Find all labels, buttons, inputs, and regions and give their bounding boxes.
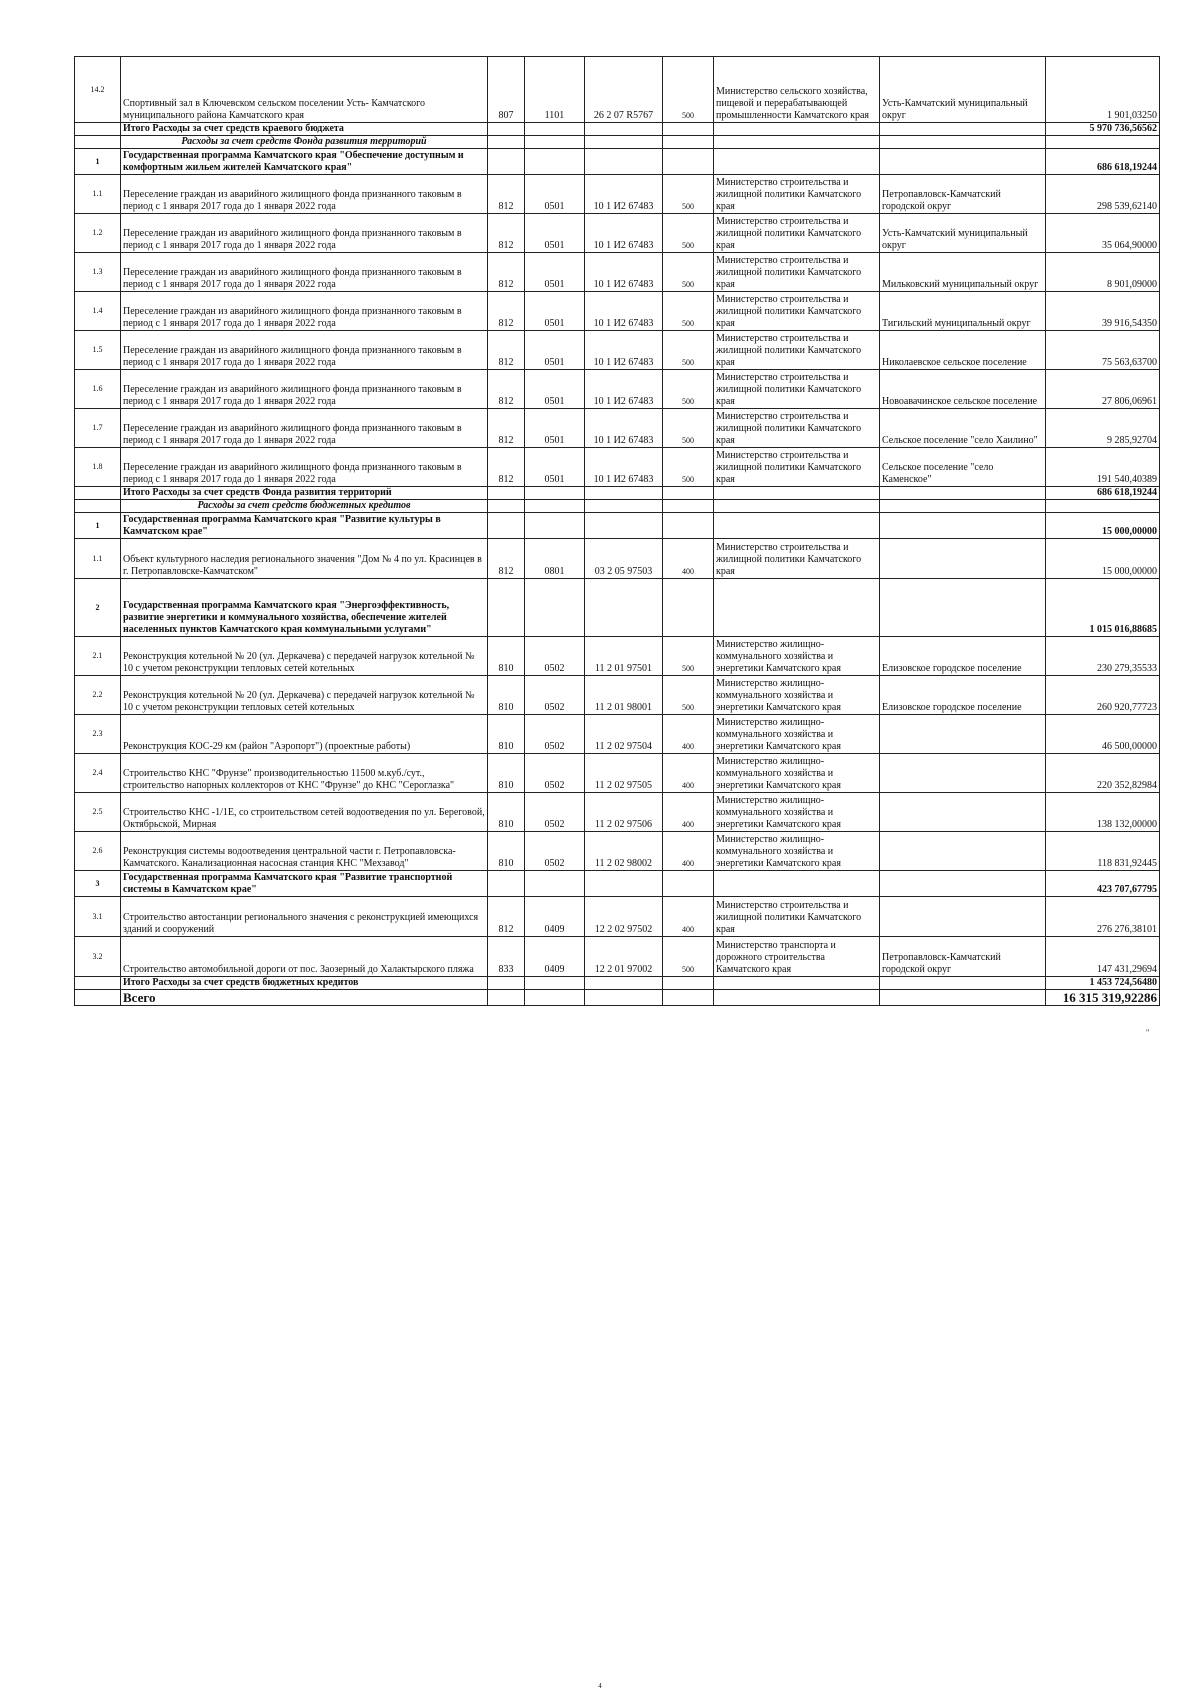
cell-grbs-code <box>488 136 525 149</box>
cell-grbs-code: 812 <box>488 175 525 214</box>
cell-grbs-code: 812 <box>488 539 525 579</box>
table-row <box>75 292 1160 331</box>
cell-name: Итого Расходы за счет средств краевого бюджета <box>121 123 488 136</box>
cell-administrator: Министерство строительства и жилищной политики Камчатского края <box>714 292 880 331</box>
cell-no: 2.3 <box>75 715 121 754</box>
cell-amount: 8 901,09000 <box>1046 253 1160 292</box>
cell-no: 1.8 <box>75 448 121 487</box>
cell-expense-type: 400 <box>663 539 714 579</box>
cell-grbs-code: 810 <box>488 832 525 871</box>
cell-municipality <box>880 149 1046 175</box>
cell-name: Реконструкция КОС-29 км (район "Аэропорт") (проектные работы) <box>121 715 488 754</box>
itog-row <box>75 123 1160 136</box>
cell-section: 0501 <box>525 370 585 409</box>
cell-amount: 35 064,90000 <box>1046 214 1160 253</box>
cell-name: Расходы за счет средств Фонда развития территорий <box>121 136 488 149</box>
cell-expense-type: 500 <box>663 331 714 370</box>
cell-section: 0501 <box>525 175 585 214</box>
cell-administrator: Министерство строительства и жилищной политики Камчатского края <box>714 175 880 214</box>
cell-grbs-code: 810 <box>488 637 525 676</box>
table-row <box>75 370 1160 409</box>
cell-amount <box>1046 500 1160 513</box>
cell-section <box>525 977 585 990</box>
cell-administrator <box>714 136 880 149</box>
cell-section: 0502 <box>525 637 585 676</box>
budget-table <box>74 56 1160 1006</box>
cell-no: 1.6 <box>75 370 121 409</box>
cell-grbs-code: 812 <box>488 370 525 409</box>
cell-no: 2.1 <box>75 637 121 676</box>
cell-name: Переселение граждан из аварийного жилищного фонда признанного таковым в период с 1 января 2017 года до 1 января 2022 года <box>121 175 488 214</box>
cell-municipality <box>880 990 1046 1006</box>
cell-administrator: Министерство строительства и жилищной политики Камчатского края <box>714 214 880 253</box>
program-row <box>75 871 1160 897</box>
cell-no <box>75 977 121 990</box>
cell-expense-type: 500 <box>663 448 714 487</box>
cell-section <box>525 871 585 897</box>
cell-no <box>75 136 121 149</box>
cell-target-article: 10 1 И2 67483 <box>585 175 663 214</box>
table-row <box>75 937 1160 977</box>
cell-administrator <box>714 149 880 175</box>
cell-no: 1.7 <box>75 409 121 448</box>
cell-target-article: 11 2 02 97504 <box>585 715 663 754</box>
cell-expense-type: 500 <box>663 937 714 977</box>
cell-expense-type: 500 <box>663 637 714 676</box>
cell-section <box>525 990 585 1006</box>
cell-no: 1 <box>75 513 121 539</box>
cell-expense-type: 400 <box>663 793 714 832</box>
cell-grbs-code: 812 <box>488 448 525 487</box>
page-number: 4 <box>598 1682 602 1690</box>
cell-target-article: 10 1 И2 67483 <box>585 370 663 409</box>
cell-amount: 1 015 016,88685 <box>1046 579 1160 637</box>
cell-no: 1.2 <box>75 214 121 253</box>
cell-municipality: Николаевское сельское поселение <box>880 331 1046 370</box>
cell-expense-type <box>663 871 714 897</box>
cell-amount: 1 453 724,56480 <box>1046 977 1160 990</box>
cell-name: Переселение граждан из аварийного жилищного фонда признанного таковым в период с 1 января 2017 года до 1 января 2022 года <box>121 370 488 409</box>
cell-name: Реконструкция котельной № 20 (ул. Деркачева) с передачей нагрузок котельной № 10 с учетом реконструкции тепловых сетей котельных <box>121 676 488 715</box>
cell-expense-type: 400 <box>663 715 714 754</box>
cell-amount: 423 707,67795 <box>1046 871 1160 897</box>
cell-grbs-code: 812 <box>488 409 525 448</box>
cell-amount: 276 276,38101 <box>1046 897 1160 937</box>
cell-amount: 39 916,54350 <box>1046 292 1160 331</box>
cell-no: 2.5 <box>75 793 121 832</box>
cell-target-article <box>585 500 663 513</box>
cell-target-article: 12 2 01 97002 <box>585 937 663 977</box>
cell-no: 3.1 <box>75 897 121 937</box>
cell-target-article: 10 1 И2 67483 <box>585 253 663 292</box>
cell-section: 0501 <box>525 253 585 292</box>
cell-administrator <box>714 123 880 136</box>
end-quote-mark: " <box>1146 1028 1150 1037</box>
cell-name: Строительство автостанции регионального значения с реконструкцией имеющихся зданий и сооружений <box>121 897 488 937</box>
program-row <box>75 149 1160 175</box>
cell-administrator <box>714 500 880 513</box>
cell-target-article: 10 1 И2 67483 <box>585 331 663 370</box>
cell-no <box>75 123 121 136</box>
cell-administrator: Министерство сельского хозяйства, пищевой и перерабатывающей промышленности Камчатского края <box>714 57 880 123</box>
cell-expense-type <box>663 149 714 175</box>
cell-amount: 260 920,77723 <box>1046 676 1160 715</box>
cell-amount: 686 618,19244 <box>1046 149 1160 175</box>
cell-grbs-code: 810 <box>488 676 525 715</box>
cell-name: Государственная программа Камчатского края "Развитие культуры в Камчатском крае" <box>121 513 488 539</box>
cell-name: Переселение граждан из аварийного жилищного фонда признанного таковым в период с 1 января 2017 года до 1 января 2022 года <box>121 409 488 448</box>
total-row <box>75 990 1160 1006</box>
cell-municipality <box>880 539 1046 579</box>
cell-administrator <box>714 990 880 1006</box>
cell-target-article: 11 2 02 97506 <box>585 793 663 832</box>
cell-target-article: 11 2 02 98002 <box>585 832 663 871</box>
cell-grbs-code <box>488 149 525 175</box>
cell-expense-type <box>663 513 714 539</box>
cell-section: 0502 <box>525 754 585 793</box>
cell-expense-type: 500 <box>663 370 714 409</box>
cell-grbs-code <box>488 487 525 500</box>
cell-no: 1 <box>75 149 121 175</box>
cell-no: 1.4 <box>75 292 121 331</box>
cell-amount: 75 563,63700 <box>1046 331 1160 370</box>
cell-name: Строительство автомобильной дороги от пос. Заозерный до Халактырского пляжа <box>121 937 488 977</box>
table-row <box>75 448 1160 487</box>
budget-table-body <box>75 57 1160 1006</box>
cell-amount: 1 901,03250 <box>1046 57 1160 123</box>
cell-administrator: Министерство строительства и жилищной политики Камчатского края <box>714 448 880 487</box>
cell-no: 14.2 <box>75 57 121 123</box>
cell-target-article: 10 1 И2 67483 <box>585 214 663 253</box>
cell-expense-type <box>663 977 714 990</box>
itog-row <box>75 487 1160 500</box>
cell-expense-type <box>663 500 714 513</box>
cell-target-article: 03 2 05 97503 <box>585 539 663 579</box>
cell-expense-type <box>663 579 714 637</box>
cell-amount: 230 279,35533 <box>1046 637 1160 676</box>
cell-section: 0501 <box>525 409 585 448</box>
table-row <box>75 409 1160 448</box>
cell-target-article <box>585 487 663 500</box>
cell-grbs-code: 810 <box>488 754 525 793</box>
cell-amount: 147 431,29694 <box>1046 937 1160 977</box>
cell-target-article <box>585 990 663 1006</box>
cell-municipality: Сельское поселение "село Каменское" <box>880 448 1046 487</box>
cell-name: Переселение граждан из аварийного жилищного фонда признанного таковым в период с 1 января 2017 года до 1 января 2022 года <box>121 214 488 253</box>
cell-name: Переселение граждан из аварийного жилищного фонда признанного таковым в период с 1 января 2017 года до 1 января 2022 года <box>121 331 488 370</box>
cell-administrator <box>714 487 880 500</box>
cell-amount: 46 500,00000 <box>1046 715 1160 754</box>
cell-amount: 27 806,06961 <box>1046 370 1160 409</box>
cell-grbs-code: 812 <box>488 214 525 253</box>
cell-expense-type: 400 <box>663 754 714 793</box>
cell-section <box>525 579 585 637</box>
cell-target-article <box>585 136 663 149</box>
itog-row <box>75 977 1160 990</box>
table-row <box>75 539 1160 579</box>
cell-grbs-code: 812 <box>488 897 525 937</box>
cell-expense-type <box>663 990 714 1006</box>
cell-grbs-code <box>488 123 525 136</box>
cell-section <box>525 123 585 136</box>
cell-section: 0502 <box>525 832 585 871</box>
cell-grbs-code <box>488 977 525 990</box>
cell-target-article: 10 1 И2 67483 <box>585 409 663 448</box>
program-row <box>75 513 1160 539</box>
cell-municipality: Елизовское городское поселение <box>880 676 1046 715</box>
cell-amount: 5 970 736,56562 <box>1046 123 1160 136</box>
cell-amount: 9 285,92704 <box>1046 409 1160 448</box>
cell-administrator: Министерство строительства и жилищной политики Камчатского края <box>714 409 880 448</box>
cell-amount: 118 831,92445 <box>1046 832 1160 871</box>
cell-name: Реконструкция системы водоотведения центральной части г. Петропавловска-Камчатского. Канализационная насосная станция КНС "Мехзавод" <box>121 832 488 871</box>
cell-expense-type: 500 <box>663 409 714 448</box>
program-row <box>75 579 1160 637</box>
cell-target-article <box>585 513 663 539</box>
cell-amount <box>1046 136 1160 149</box>
cell-name: Государственная программа Камчатского края "Развитие транспортной системы в Камчатском крае" <box>121 871 488 897</box>
cell-municipality <box>880 123 1046 136</box>
cell-expense-type: 500 <box>663 57 714 123</box>
cell-municipality: Сельское поселение "село Хаилино" <box>880 409 1046 448</box>
cell-municipality <box>880 500 1046 513</box>
cell-target-article <box>585 579 663 637</box>
cell-section: 0501 <box>525 331 585 370</box>
cell-grbs-code: 810 <box>488 715 525 754</box>
cell-grbs-code: 833 <box>488 937 525 977</box>
cell-section: 0801 <box>525 539 585 579</box>
cell-amount: 220 352,82984 <box>1046 754 1160 793</box>
cell-name: Переселение граждан из аварийного жилищного фонда признанного таковым в период с 1 января 2017 года до 1 января 2022 года <box>121 292 488 331</box>
cell-name: Всего <box>121 990 488 1006</box>
cell-municipality <box>880 793 1046 832</box>
cell-municipality <box>880 715 1046 754</box>
cell-target-article: 12 2 02 97502 <box>585 897 663 937</box>
cell-expense-type <box>663 487 714 500</box>
cell-amount: 298 539,62140 <box>1046 175 1160 214</box>
cell-municipality <box>880 487 1046 500</box>
cell-municipality <box>880 977 1046 990</box>
cell-grbs-code <box>488 513 525 539</box>
cell-name: Расходы за счет средств бюджетных кредитов <box>121 500 488 513</box>
table-row <box>75 637 1160 676</box>
cell-section <box>525 500 585 513</box>
cell-no: 2 <box>75 579 121 637</box>
cell-administrator: Министерство транспорта и дорожного строительства Камчатского края <box>714 937 880 977</box>
cell-target-article <box>585 977 663 990</box>
cell-name: Итого Расходы за счет средств бюджетных кредитов <box>121 977 488 990</box>
cell-municipality <box>880 897 1046 937</box>
cell-grbs-code: 812 <box>488 292 525 331</box>
cell-administrator: Министерство строительства и жилищной политики Камчатского края <box>714 897 880 937</box>
cell-expense-type: 400 <box>663 832 714 871</box>
cell-amount: 686 618,19244 <box>1046 487 1160 500</box>
cell-municipality <box>880 871 1046 897</box>
table-row <box>75 253 1160 292</box>
cell-administrator <box>714 513 880 539</box>
cell-grbs-code: 807 <box>488 57 525 123</box>
cell-no: 2.4 <box>75 754 121 793</box>
cell-grbs-code <box>488 579 525 637</box>
cell-administrator: Министерство жилищно-коммунального хозяйства и энергетики Камчатского края <box>714 793 880 832</box>
cell-amount: 15 000,00000 <box>1046 539 1160 579</box>
cell-expense-type: 500 <box>663 175 714 214</box>
cell-administrator: Министерство жилищно-коммунального хозяйства и энергетики Камчатского края <box>714 715 880 754</box>
cell-section: 0502 <box>525 793 585 832</box>
cell-name: Строительство КНС "Фрунзе" производительностью 11500 м.куб./сут., строительство напорных коллекторов от КНС "Фрунзе" до КНС "Сероглазка" <box>121 754 488 793</box>
cell-target-article: 11 2 01 97501 <box>585 637 663 676</box>
table-row <box>75 793 1160 832</box>
cell-amount: 191 540,40389 <box>1046 448 1160 487</box>
cell-no <box>75 990 121 1006</box>
cell-administrator <box>714 579 880 637</box>
cell-administrator: Министерство строительства и жилищной политики Камчатского края <box>714 370 880 409</box>
cell-section: 0501 <box>525 448 585 487</box>
cell-grbs-code <box>488 871 525 897</box>
budget-table-container <box>74 56 1159 1006</box>
cell-name: Переселение граждан из аварийного жилищного фонда признанного таковым в период с 1 января 2017 года до 1 января 2022 года <box>121 448 488 487</box>
table-row <box>75 676 1160 715</box>
table-row <box>75 832 1160 871</box>
cell-administrator: Министерство жилищно-коммунального хозяйства и энергетики Камчатского края <box>714 676 880 715</box>
cell-no: 3.2 <box>75 937 121 977</box>
cell-name: Итого Расходы за счет средств Фонда развития территорий <box>121 487 488 500</box>
cell-section: 0502 <box>525 676 585 715</box>
cell-municipality: Петропавловск-Камчатский городской округ <box>880 937 1046 977</box>
table-row <box>75 897 1160 937</box>
cell-no: 1.1 <box>75 539 121 579</box>
table-row <box>75 754 1160 793</box>
cell-target-article <box>585 871 663 897</box>
cell-name: Объект культурного наследия регионального значения "Дом № 4 по ул. Красинцев в г. Петропавловске-Камчатском" <box>121 539 488 579</box>
cell-municipality <box>880 136 1046 149</box>
cell-no: 2.6 <box>75 832 121 871</box>
cell-municipality <box>880 513 1046 539</box>
cell-target-article <box>585 123 663 136</box>
cell-target-article: 11 2 02 97505 <box>585 754 663 793</box>
cell-grbs-code: 812 <box>488 331 525 370</box>
cell-administrator: Министерство строительства и жилищной политики Камчатского края <box>714 253 880 292</box>
cell-section: 0501 <box>525 214 585 253</box>
cell-name: Переселение граждан из аварийного жилищного фонда признанного таковым в период с 1 января 2017 года до 1 января 2022 года <box>121 253 488 292</box>
cell-section <box>525 149 585 175</box>
cell-administrator: Министерство строительства и жилищной политики Камчатского края <box>714 331 880 370</box>
cell-municipality <box>880 754 1046 793</box>
cell-municipality: Петропавловск-Камчатский городской округ <box>880 175 1046 214</box>
cell-expense-type <box>663 136 714 149</box>
cell-no: 1.3 <box>75 253 121 292</box>
cell-municipality <box>880 832 1046 871</box>
cell-administrator: Министерство жилищно-коммунального хозяйства и энергетики Камчатского края <box>714 754 880 793</box>
cell-section <box>525 513 585 539</box>
cell-target-article: 26 2 07 R5767 <box>585 57 663 123</box>
table-row <box>75 214 1160 253</box>
cell-name: Спортивный зал в Ключевском сельском поселении Усть- Камчатского муниципального района Камчатского края <box>121 57 488 123</box>
cell-administrator: Министерство строительства и жилищной политики Камчатского края <box>714 539 880 579</box>
cell-no: 1.5 <box>75 331 121 370</box>
cell-amount: 15 000,00000 <box>1046 513 1160 539</box>
cell-amount: 16 315 319,92286 <box>1046 990 1160 1006</box>
cell-section <box>525 487 585 500</box>
cell-section <box>525 136 585 149</box>
cell-municipality: Новоавачинское сельское поселение <box>880 370 1046 409</box>
cell-target-article: 10 1 И2 67483 <box>585 448 663 487</box>
cell-target-article: 10 1 И2 67483 <box>585 292 663 331</box>
cell-administrator <box>714 871 880 897</box>
cell-no <box>75 500 121 513</box>
cell-section: 1101 <box>525 57 585 123</box>
cell-name: Государственная программа Камчатского края "Обеспечение доступным и комфортным жильем жителей Камчатского края" <box>121 149 488 175</box>
cell-target-article: 11 2 01 98001 <box>585 676 663 715</box>
cell-expense-type: 400 <box>663 897 714 937</box>
cell-no: 2.2 <box>75 676 121 715</box>
section-row <box>75 136 1160 149</box>
cell-section: 0502 <box>525 715 585 754</box>
cell-grbs-code <box>488 500 525 513</box>
cell-administrator: Министерство жилищно-коммунального хозяйства и энергетики Камчатского края <box>714 832 880 871</box>
cell-no: 3 <box>75 871 121 897</box>
cell-section: 0409 <box>525 897 585 937</box>
cell-administrator <box>714 977 880 990</box>
cell-name: Строительство КНС -1/1Е, со строительством сетей водоотведения по ул. Береговой, Октябрьской, Мирная <box>121 793 488 832</box>
cell-name: Реконструкция котельной № 20 (ул. Деркачева) с передачей нагрузок котельной № 10 с учетом реконструкции тепловых сетей котельных <box>121 637 488 676</box>
table-row <box>75 331 1160 370</box>
cell-grbs-code <box>488 990 525 1006</box>
cell-section: 0409 <box>525 937 585 977</box>
cell-grbs-code: 812 <box>488 253 525 292</box>
cell-expense-type <box>663 123 714 136</box>
cell-municipality: Усть-Камчатский муниципальный округ <box>880 214 1046 253</box>
cell-grbs-code: 810 <box>488 793 525 832</box>
table-row <box>75 57 1160 123</box>
cell-expense-type: 500 <box>663 253 714 292</box>
cell-municipality: Тигильский муниципальный округ <box>880 292 1046 331</box>
cell-section: 0501 <box>525 292 585 331</box>
cell-expense-type: 500 <box>663 292 714 331</box>
cell-administrator: Министерство жилищно-коммунального хозяйства и энергетики Камчатского края <box>714 637 880 676</box>
cell-no <box>75 487 121 500</box>
cell-no: 1.1 <box>75 175 121 214</box>
cell-name: Государственная программа Камчатского края "Энергоэффективность, развитие энергетики и коммунального хозяйства, обеспечение жителей населенных пунктов Камчатского края коммунальными услугами" <box>121 579 488 637</box>
cell-expense-type: 500 <box>663 676 714 715</box>
section-row <box>75 500 1160 513</box>
cell-municipality: Усть-Камчатский муниципальный округ <box>880 57 1046 123</box>
table-row <box>75 175 1160 214</box>
cell-target-article <box>585 149 663 175</box>
cell-municipality <box>880 579 1046 637</box>
cell-municipality: Елизовское городское поселение <box>880 637 1046 676</box>
table-row <box>75 715 1160 754</box>
cell-amount: 138 132,00000 <box>1046 793 1160 832</box>
cell-municipality: Мильковский муниципальный округ <box>880 253 1046 292</box>
cell-expense-type: 500 <box>663 214 714 253</box>
